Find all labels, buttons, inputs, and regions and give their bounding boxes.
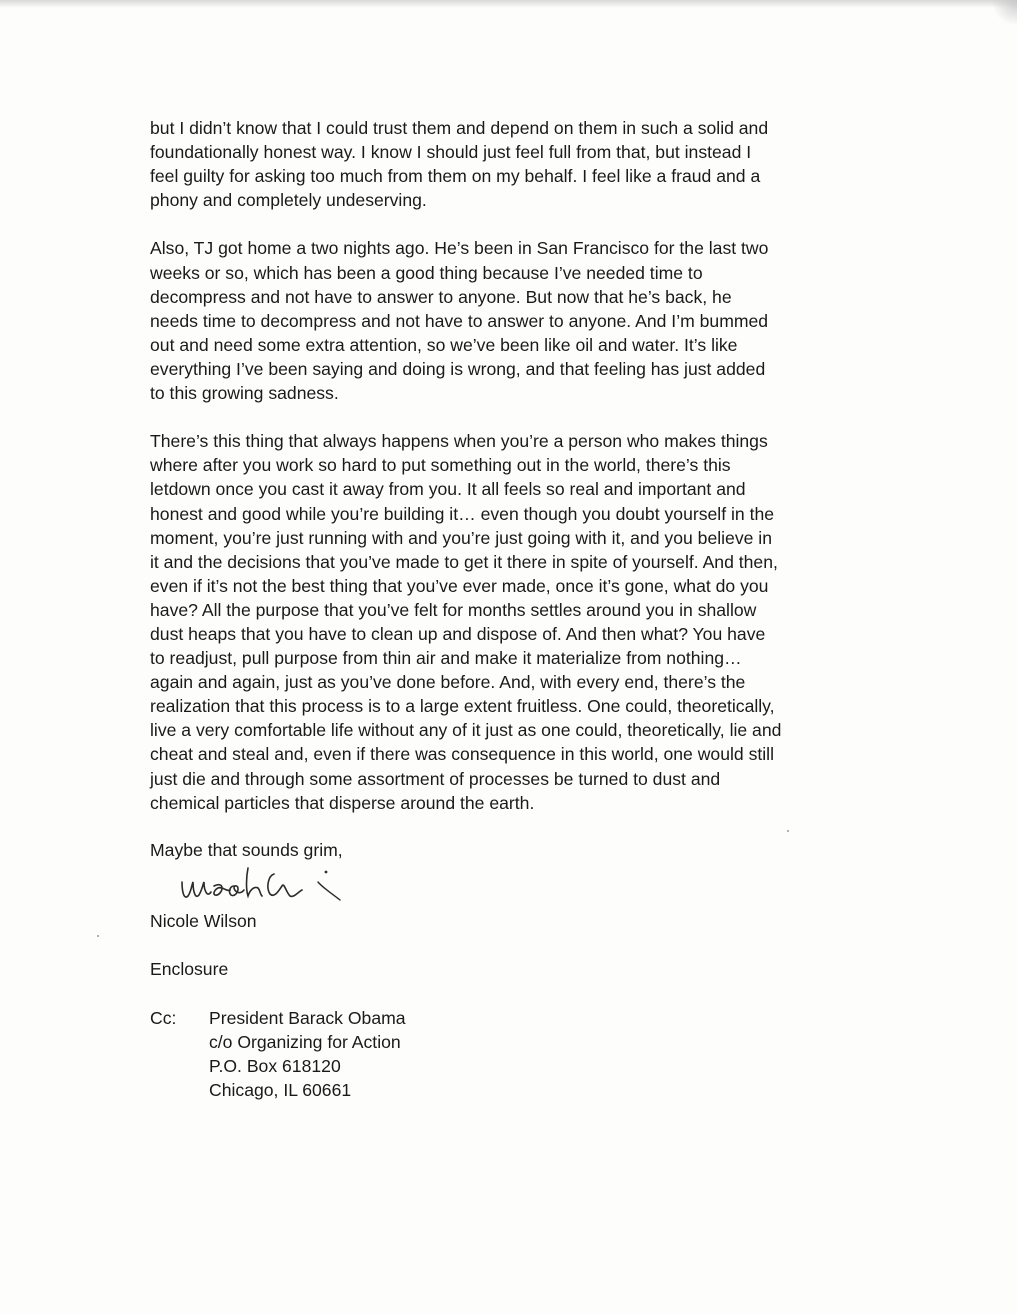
cc-label: Cc:	[150, 1008, 177, 1028]
paragraph-1	[150, 116, 870, 212]
scan-speck	[787, 830, 789, 832]
text-line: to this growing sadness.	[150, 383, 339, 404]
cc-address-line: c/o Organizing for Action	[209, 1032, 401, 1052]
text-line: even if it’s not the best thing that you’ve ever made, once it’s gone, what do you	[150, 575, 769, 596]
text-line: again and again, just as you’ve done before. And, with every end, there’s the	[150, 672, 746, 693]
cc-address-line: P.O. Box 618120	[209, 1056, 341, 1076]
text-line: everything I’ve been saying and doing is wrong, and that feeling has just added	[150, 358, 766, 379]
text-line: Also, TJ got home a two nights ago. He’s been in San Francisco for the last two	[150, 238, 769, 259]
text-line: letdown once you cast it away from you. It all feels so real and important and	[150, 479, 746, 500]
scan-speck	[97, 935, 99, 937]
text-line: cheat and steal and, even if there was consequence in this world, one would still	[150, 744, 774, 765]
text-line: it and the decisions that you’ve made to get it there in spite of yourself. And then,	[150, 551, 778, 572]
cc-address-block	[209, 1006, 406, 1102]
cc-recipient-name: President Barack Obama	[209, 1008, 406, 1028]
enclosure-note: Enclosure	[150, 959, 229, 979]
text-line: have? All the purpose that you’ve felt for months settles around you in shallow	[150, 599, 757, 620]
text-line: but I didn’t know that I could trust them and depend on them in such a solid and	[150, 118, 769, 138]
text-line: needs time to decompress and not have to answer to anyone. And I’m bummed	[150, 310, 769, 331]
text-line: honest and good while you’re building it… even though you doubt yourself in the	[150, 503, 775, 524]
text-line: realization that this process is to a large extent fruitless. One could, theoretically,	[150, 696, 775, 717]
text-line: just die and through some assortment of processes be turned to dust and	[150, 768, 721, 789]
signer-name: Nicole Wilson	[150, 911, 257, 931]
scan-top-edge	[0, 0, 1017, 8]
text-line: dust heaps that you have to clean up and dispose of. And then what? You have	[150, 623, 766, 644]
text-line: feel guilty for asking too much from them on my behalf. I feel like a fraud and a	[150, 166, 761, 187]
cc-address-line: Chicago, IL 60661	[209, 1080, 352, 1100]
text-line: chemical particles that disperse around the earth.	[150, 792, 535, 813]
paragraph-3	[150, 429, 870, 815]
text-line: There’s this thing that always happens when you’re a person who makes things	[150, 431, 768, 452]
text-line: foundationally honest way. I know I should just feel full from that, but instead I	[150, 142, 752, 163]
paragraph-2	[150, 236, 870, 405]
text-line: weeks or so, which has been a good thing because I’ve needed time to	[150, 262, 703, 283]
letter-body	[150, 116, 870, 839]
text-line: to readjust, pull purpose from thin air and make it materialize from nothing…	[150, 648, 742, 669]
text-line: decompress and not have to answer to anyone. But now that he’s back, he	[150, 286, 732, 307]
scan-corner-shadow	[991, 0, 1017, 26]
text-line: where after you work so hard to put something out in the world, there’s this	[150, 455, 731, 476]
text-line: out and need some extra attention, so we’ve been like oil and water. It’s like	[150, 334, 738, 355]
text-line: phony and completely undeserving.	[150, 190, 427, 211]
text-line: live a very comfortable life without any of it just as one could, theoretically, lie and	[150, 720, 782, 741]
handwritten-signature	[178, 862, 398, 910]
text-line: moment, you’re just running with and you’re just going with it, and you believe in	[150, 527, 772, 548]
closing-line: Maybe that sounds grim,	[150, 840, 343, 860]
